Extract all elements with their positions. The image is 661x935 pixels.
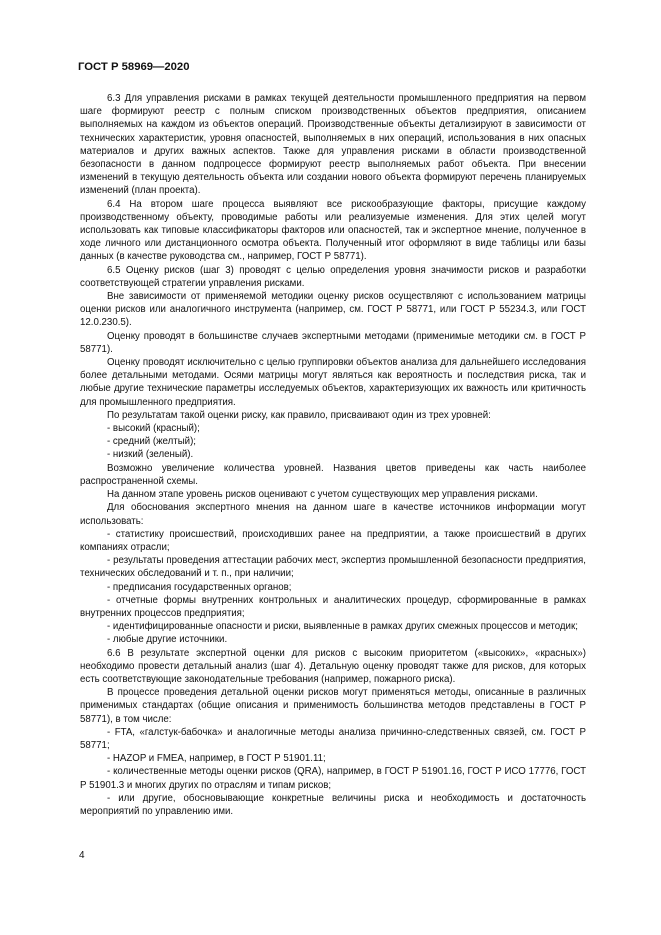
list-item: - FTA, «галстук-бабочка» и аналогичные методы анализа причинно-следственных связей, см. ГОСТ Р 58771;: [80, 726, 586, 751]
paragraph-6-4: 6.4 На втором шаге процесса выявляют все рискообразующие факторы, присущие каждому производственному объекту, проводимые работы или реализуемые изменения. Для этих целей могут использовать как типовые классификаторы факторов или опасностей, так и экспертное мнение, полученное в ходе личного или дистанционного осмотра объекта. Полученный итог оформляют в виде таблицы или базы данных (в качестве руководства см., например, ГОСТ Р 58771).: [80, 198, 586, 263]
paragraph-6-3: 6.3 Для управления рисками в рамках текущей деятельности промышленного предприятия на первом шаге формируют реестр с полным списком производственных объектов предприятия, описанием выполняемых на каждом из объектов операций. Производственные объекты детализируют в зависимости от технических характеристик, уровня опасностей, выполняемых в них операций, использования в них опасных материалов и других важных аспектов. Также для управления рисками в области производственной безопасности в данном подпроцессе формируют реестр выполняемых работ объекта. При внесении изменений в текущую деятельность объекта или создании нового объекта формируют перечень планируемых изменений (план проекта).: [80, 93, 586, 197]
list-item: - отчетные формы внутренних контрольных и аналитических процедур, сформированные в рамках внутренних процессов предприятия;: [80, 594, 586, 619]
list-item: - статистику происшествий, происходивших ранее на предприятии, а также происшествий в других компаниях отрасли;: [80, 528, 586, 553]
list-item: - HAZOP и FMEA, например, в ГОСТ Р 51901.11;: [107, 753, 326, 765]
list-item: - предписания государственных органов;: [107, 581, 292, 593]
paragraph: На данном этапе уровень рисков оценивают с учетом существующих мер управления рисками.: [107, 489, 538, 501]
document-body: [80, 92, 586, 818]
paragraph: Для обоснования экспертного мнения на данном шаге в качестве источников информации могут использовать:: [80, 502, 586, 527]
list-item: - количественные методы оценки рисков (QRA), например, в ГОСТ Р 51901.16, ГОСТ Р ИСО 17776, ГОСТ Р 51901.3 и многих других по отраслям и типам рисков;: [80, 766, 586, 791]
document-header: ГОСТ Р 58969—2020: [78, 61, 190, 73]
list-item: - высокий (красный);: [107, 423, 200, 435]
paragraph: Оценку проводят исключительно с целью группировки объектов анализа для дальнейшего исследования более детальными методами. Осями матрицы могут являться как вероятность и последствия риска, так и любые другие технические параметры исследуемых объектов, характеризующих их важность или критичность для промышленного предприятия.: [80, 357, 586, 408]
list-item: - или другие, обосновывающие конкретные величины риска и необходимость и достаточность мероприятий по управлению ими.: [80, 792, 586, 817]
paragraph: По результатам такой оценки риску, как правило, присваивают один из трех уровней:: [107, 409, 491, 421]
list-item: - средний (желтый);: [107, 436, 196, 448]
list-item: - низкий (зеленый).: [107, 449, 194, 461]
page-number: 4: [79, 850, 85, 861]
paragraph: Оценку проводят в большинстве случаев экспертными методами (применимые методики см. в ГОСТ Р 58771).: [80, 330, 586, 355]
list-item: - любые другие источники.: [107, 634, 228, 646]
paragraph-6-6: 6.6 В результате экспертной оценки для рисков с высоким приоритетом («высоких», «красных») необходимо провести детальный анализ (шаг 4). Детальную оценку проводят также для рисков, для которых есть соответствующие законодательные требования (например, пожарного риска).: [80, 647, 586, 685]
paragraph: В процессе проведения детальной оценки рисков могут применяться методы, описанные в различных применимых стандартах (общие описания и применимость большинства методов представлены в ГОСТ Р 58771), в том числе:: [80, 687, 586, 725]
paragraph: Вне зависимости от применяемой методики оценку рисков осуществляют с использованием матрицы оценки рисков или аналогичного инструмента (например, см. ГОСТ Р 58771, или ГОСТ Р 55234.3, или ГОСТ 12.0.230.5).: [80, 291, 586, 329]
paragraph-6-5: 6.5 Оценку рисков (шаг 3) проводят с целью определения уровня значимости рисков и разработки соответствующей стратегии управления рисками.: [80, 264, 586, 289]
list-item: - идентифицированные опасности и риски, выявленные в рамках других смежных процессов и методик;: [107, 621, 578, 633]
paragraph: Возможно увеличение количества уровней. Названия цветов приведены как часть наиболее распространенной схемы.: [80, 462, 586, 487]
list-item: - результаты проведения аттестации рабочих мест, экспертиз промышленной безопасности предприятия, технических обследований и т. п., при наличии;: [80, 555, 586, 580]
